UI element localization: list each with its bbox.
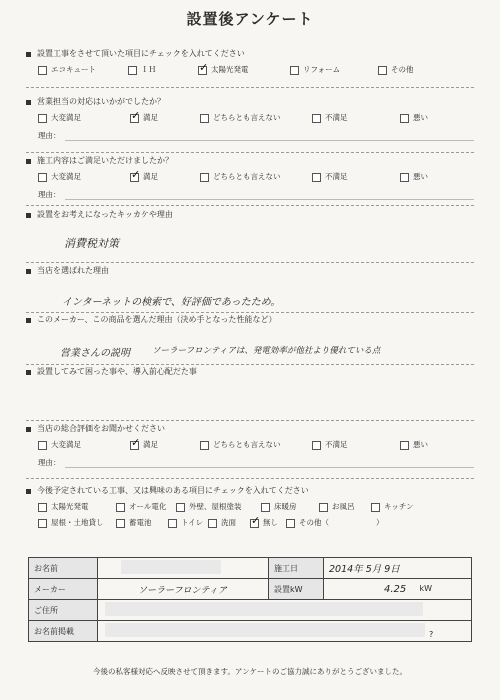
- option-2[interactable]: [198, 60, 290, 76]
- option-label: 悪い: [413, 172, 428, 181]
- option-4[interactable]: [400, 439, 460, 451]
- option-2[interactable]: [200, 439, 312, 451]
- option-1[interactable]: [128, 64, 198, 76]
- bullet-icon: [26, 370, 31, 375]
- option-label: トイレ: [181, 518, 204, 527]
- handwritten-answer-a: 営業さんの説明: [60, 348, 130, 359]
- checkbox[interactable]: [200, 114, 209, 123]
- maker-value[interactable]: ソーラーフロンティア: [98, 579, 269, 600]
- option-label: 太陽光発電: [211, 65, 249, 74]
- option-2[interactable]: [200, 171, 312, 183]
- reason-label: 理由：: [38, 190, 61, 199]
- option-0[interactable]: [38, 112, 130, 124]
- footer-thanks: 今後の私客様対応へ反映させて頂きます。アンケートのご協力誠にありがとうございました。: [93, 667, 407, 676]
- option-label: どちらとも言えない: [213, 113, 281, 122]
- option-label: 不満足: [325, 113, 348, 122]
- option-3[interactable]: [290, 64, 378, 76]
- kw-field[interactable]: [324, 579, 472, 600]
- kw-unit: kW: [419, 583, 432, 593]
- option-1[interactable]: [130, 435, 200, 451]
- bullet-icon: [26, 100, 31, 105]
- option-label: 床暖房: [274, 502, 297, 511]
- checkmark-icon: ✓: [131, 167, 141, 181]
- divider: [26, 205, 474, 206]
- option-5[interactable]: [371, 501, 431, 513]
- checkbox[interactable]: [400, 114, 409, 123]
- kw-value: 4.25: [384, 583, 407, 595]
- publish-field[interactable]: [98, 621, 472, 642]
- divider: [26, 478, 474, 479]
- option-3[interactable]: [312, 112, 400, 124]
- page-title: 設置後アンケート: [186, 10, 314, 28]
- checkbox[interactable]: [261, 503, 270, 512]
- option-1[interactable]: [116, 501, 176, 513]
- question-concerns: [26, 366, 474, 378]
- name-field[interactable]: [98, 558, 269, 579]
- checkmark-icon: ✓: [199, 60, 209, 74]
- option-3[interactable]: [312, 439, 400, 451]
- checkbox[interactable]: [168, 519, 177, 528]
- option-label: お風呂: [332, 502, 355, 511]
- option-4[interactable]: [250, 513, 286, 529]
- divider: [26, 420, 474, 421]
- option-group: [26, 60, 474, 76]
- question-text: 設置工事をさせて頂いた項目にチェックを入れてください: [37, 49, 245, 58]
- checkbox[interactable]: [200, 173, 209, 182]
- option-label: 太陽光発電: [51, 502, 89, 511]
- redacted-block: [105, 602, 423, 616]
- question-store-reason: [26, 265, 474, 308]
- option-2[interactable]: [176, 501, 261, 513]
- option-0[interactable]: [38, 517, 116, 529]
- option-1[interactable]: [116, 517, 168, 529]
- question-future-plans: [26, 485, 474, 529]
- checkbox[interactable]: [312, 114, 321, 123]
- option-label: 悪い: [413, 113, 428, 122]
- option-4[interactable]: [319, 501, 371, 513]
- checkbox[interactable]: [38, 114, 47, 123]
- date-value[interactable]: 2014年 5月 9日: [324, 558, 472, 579]
- divider: [26, 364, 474, 365]
- checkmark-icon: ✓: [251, 513, 261, 527]
- option-2[interactable]: [168, 517, 208, 529]
- checkbox[interactable]: [130, 167, 141, 182]
- checkbox[interactable]: [319, 503, 328, 512]
- maker-label: メーカー: [29, 579, 98, 600]
- question-construction-rating: [26, 155, 474, 200]
- bullet-icon: [26, 52, 31, 57]
- option-label: エコキュート: [51, 65, 96, 74]
- option-0[interactable]: [38, 439, 130, 451]
- option-label: リフォーム: [303, 65, 341, 74]
- option-3[interactable]: [312, 171, 400, 183]
- option-label: 満足: [143, 172, 158, 181]
- option-group: [26, 167, 474, 183]
- name-label: お名前: [29, 558, 98, 579]
- checkbox[interactable]: [290, 66, 299, 75]
- redacted-block: [105, 623, 425, 637]
- option-label: その他: [391, 65, 414, 74]
- option-label: 無し: [263, 518, 278, 527]
- checkbox[interactable]: [200, 441, 209, 450]
- checkbox[interactable]: [130, 435, 141, 450]
- checkbox[interactable]: [286, 519, 295, 528]
- kw-label: 設置kW: [269, 579, 324, 600]
- checkmark-icon: ✓: [131, 435, 141, 449]
- divider: [26, 312, 474, 313]
- checkbox[interactable]: [38, 503, 47, 512]
- option-label: 洗面: [221, 518, 236, 527]
- option-4[interactable]: [400, 112, 460, 124]
- address-field[interactable]: [98, 600, 472, 621]
- option-group-row2: [26, 513, 474, 529]
- checkbox[interactable]: [130, 108, 141, 123]
- option-label: 悪い: [413, 440, 428, 449]
- reason-label: 理由：: [38, 131, 61, 140]
- checkbox[interactable]: [312, 441, 321, 450]
- option-label: 大変満足: [51, 172, 81, 181]
- option-label: 不満足: [325, 172, 348, 181]
- checkbox[interactable]: [198, 60, 209, 75]
- checkbox[interactable]: [371, 503, 380, 512]
- checkbox[interactable]: [176, 503, 185, 512]
- option-group-row1: [26, 501, 474, 513]
- option-label: 大変満足: [51, 113, 81, 122]
- divider: [26, 87, 474, 88]
- option-0[interactable]: [38, 501, 116, 513]
- option-label: 大変満足: [51, 440, 81, 449]
- checkbox[interactable]: [378, 66, 387, 75]
- option-0[interactable]: [38, 64, 128, 76]
- publish-label: お名前掲載: [29, 621, 98, 642]
- question-sales-rating: [26, 96, 474, 141]
- option-4[interactable]: [378, 64, 438, 76]
- handwritten-answer: インターネットの検索で、好評価であったため。: [62, 297, 281, 308]
- checkbox[interactable]: [38, 173, 47, 182]
- checkbox[interactable]: [312, 173, 321, 182]
- checkbox[interactable]: [128, 66, 137, 75]
- bullet-icon: [26, 159, 31, 164]
- option-label: 満足: [143, 113, 158, 122]
- checkbox[interactable]: [250, 513, 261, 528]
- handwritten-answer: 消費税対策: [64, 237, 119, 250]
- bullet-icon: [26, 318, 31, 323]
- option-label: ＩＨ: [141, 65, 156, 74]
- question-motivation: [26, 209, 474, 251]
- question-product-reason: [26, 314, 474, 359]
- question-text: 当店の総合評価をお聞かせください: [37, 424, 165, 433]
- question-text: このメーカー、この商品を選んだ理由（決め手となった性能など）: [37, 315, 277, 324]
- checkbox[interactable]: [38, 519, 47, 528]
- option-3[interactable]: [261, 501, 319, 513]
- bullet-icon: [26, 269, 31, 274]
- checkmark-icon: ✓: [131, 108, 141, 122]
- redacted-block: [121, 560, 221, 574]
- reason-line[interactable]: [65, 191, 475, 200]
- checkbox[interactable]: [116, 519, 125, 528]
- checkbox[interactable]: [38, 441, 47, 450]
- question-text: 施工内容はご満足いただけましたか？: [37, 156, 173, 165]
- option-0[interactable]: [38, 171, 130, 183]
- reason-line[interactable]: [65, 459, 475, 468]
- checkbox[interactable]: [400, 173, 409, 182]
- option-label: キッチン: [384, 502, 414, 511]
- option-5[interactable]: [286, 517, 346, 529]
- checkbox[interactable]: [38, 66, 47, 75]
- option-2[interactable]: [200, 112, 312, 124]
- address-label: ご住所: [29, 600, 98, 621]
- bullet-icon: [26, 489, 31, 494]
- reason-line[interactable]: [65, 132, 475, 141]
- divider: [26, 152, 474, 153]
- option-label: その他（: [299, 518, 329, 527]
- question-text: 設置してみて困った事や、導入前心配だた事: [37, 367, 197, 376]
- option-3[interactable]: [208, 517, 250, 529]
- handwritten-answer-b: ソーラーフロンティアは、発電効率が他社より優れている点: [152, 346, 381, 356]
- option-label: 屋根・土地貸し: [51, 518, 104, 527]
- bullet-icon: [26, 427, 31, 432]
- checkbox[interactable]: [116, 503, 125, 512]
- question-text: 営業担当の対応はいかがでしたか？: [37, 97, 165, 106]
- option-group: [26, 108, 474, 124]
- option-group: [26, 435, 474, 451]
- option-label: 外壁、屋根塗装: [189, 502, 242, 511]
- option-1[interactable]: [130, 108, 200, 124]
- question-installed-items: [26, 48, 474, 76]
- question-text: 今後予定されている工事、又は興味のある項目にチェックを入れてください: [37, 486, 309, 495]
- reason-label: 理由：: [38, 458, 61, 467]
- option-label: 不満足: [325, 440, 348, 449]
- option-label: 蓄電池: [129, 518, 152, 527]
- divider: [26, 262, 474, 263]
- option-1[interactable]: [130, 167, 200, 183]
- date-label: 施工日: [269, 558, 324, 579]
- question-text: 当店を選ばれた理由: [37, 266, 109, 275]
- option-label: オール電化: [129, 502, 167, 511]
- question-overall-rating: [26, 423, 474, 468]
- checkbox[interactable]: [400, 441, 409, 450]
- customer-info-table: [28, 557, 472, 642]
- bullet-icon: [26, 213, 31, 218]
- question-text: 設置をお考えになったキッカケや理由: [37, 210, 173, 219]
- other-close-paren: ）: [376, 518, 384, 527]
- option-label: どちらとも言えない: [213, 440, 281, 449]
- option-4[interactable]: [400, 171, 460, 183]
- option-label: どちらとも言えない: [213, 172, 281, 181]
- checkbox[interactable]: [208, 519, 217, 528]
- publish-qmark: ?: [429, 630, 434, 639]
- option-label: 満足: [143, 440, 158, 449]
